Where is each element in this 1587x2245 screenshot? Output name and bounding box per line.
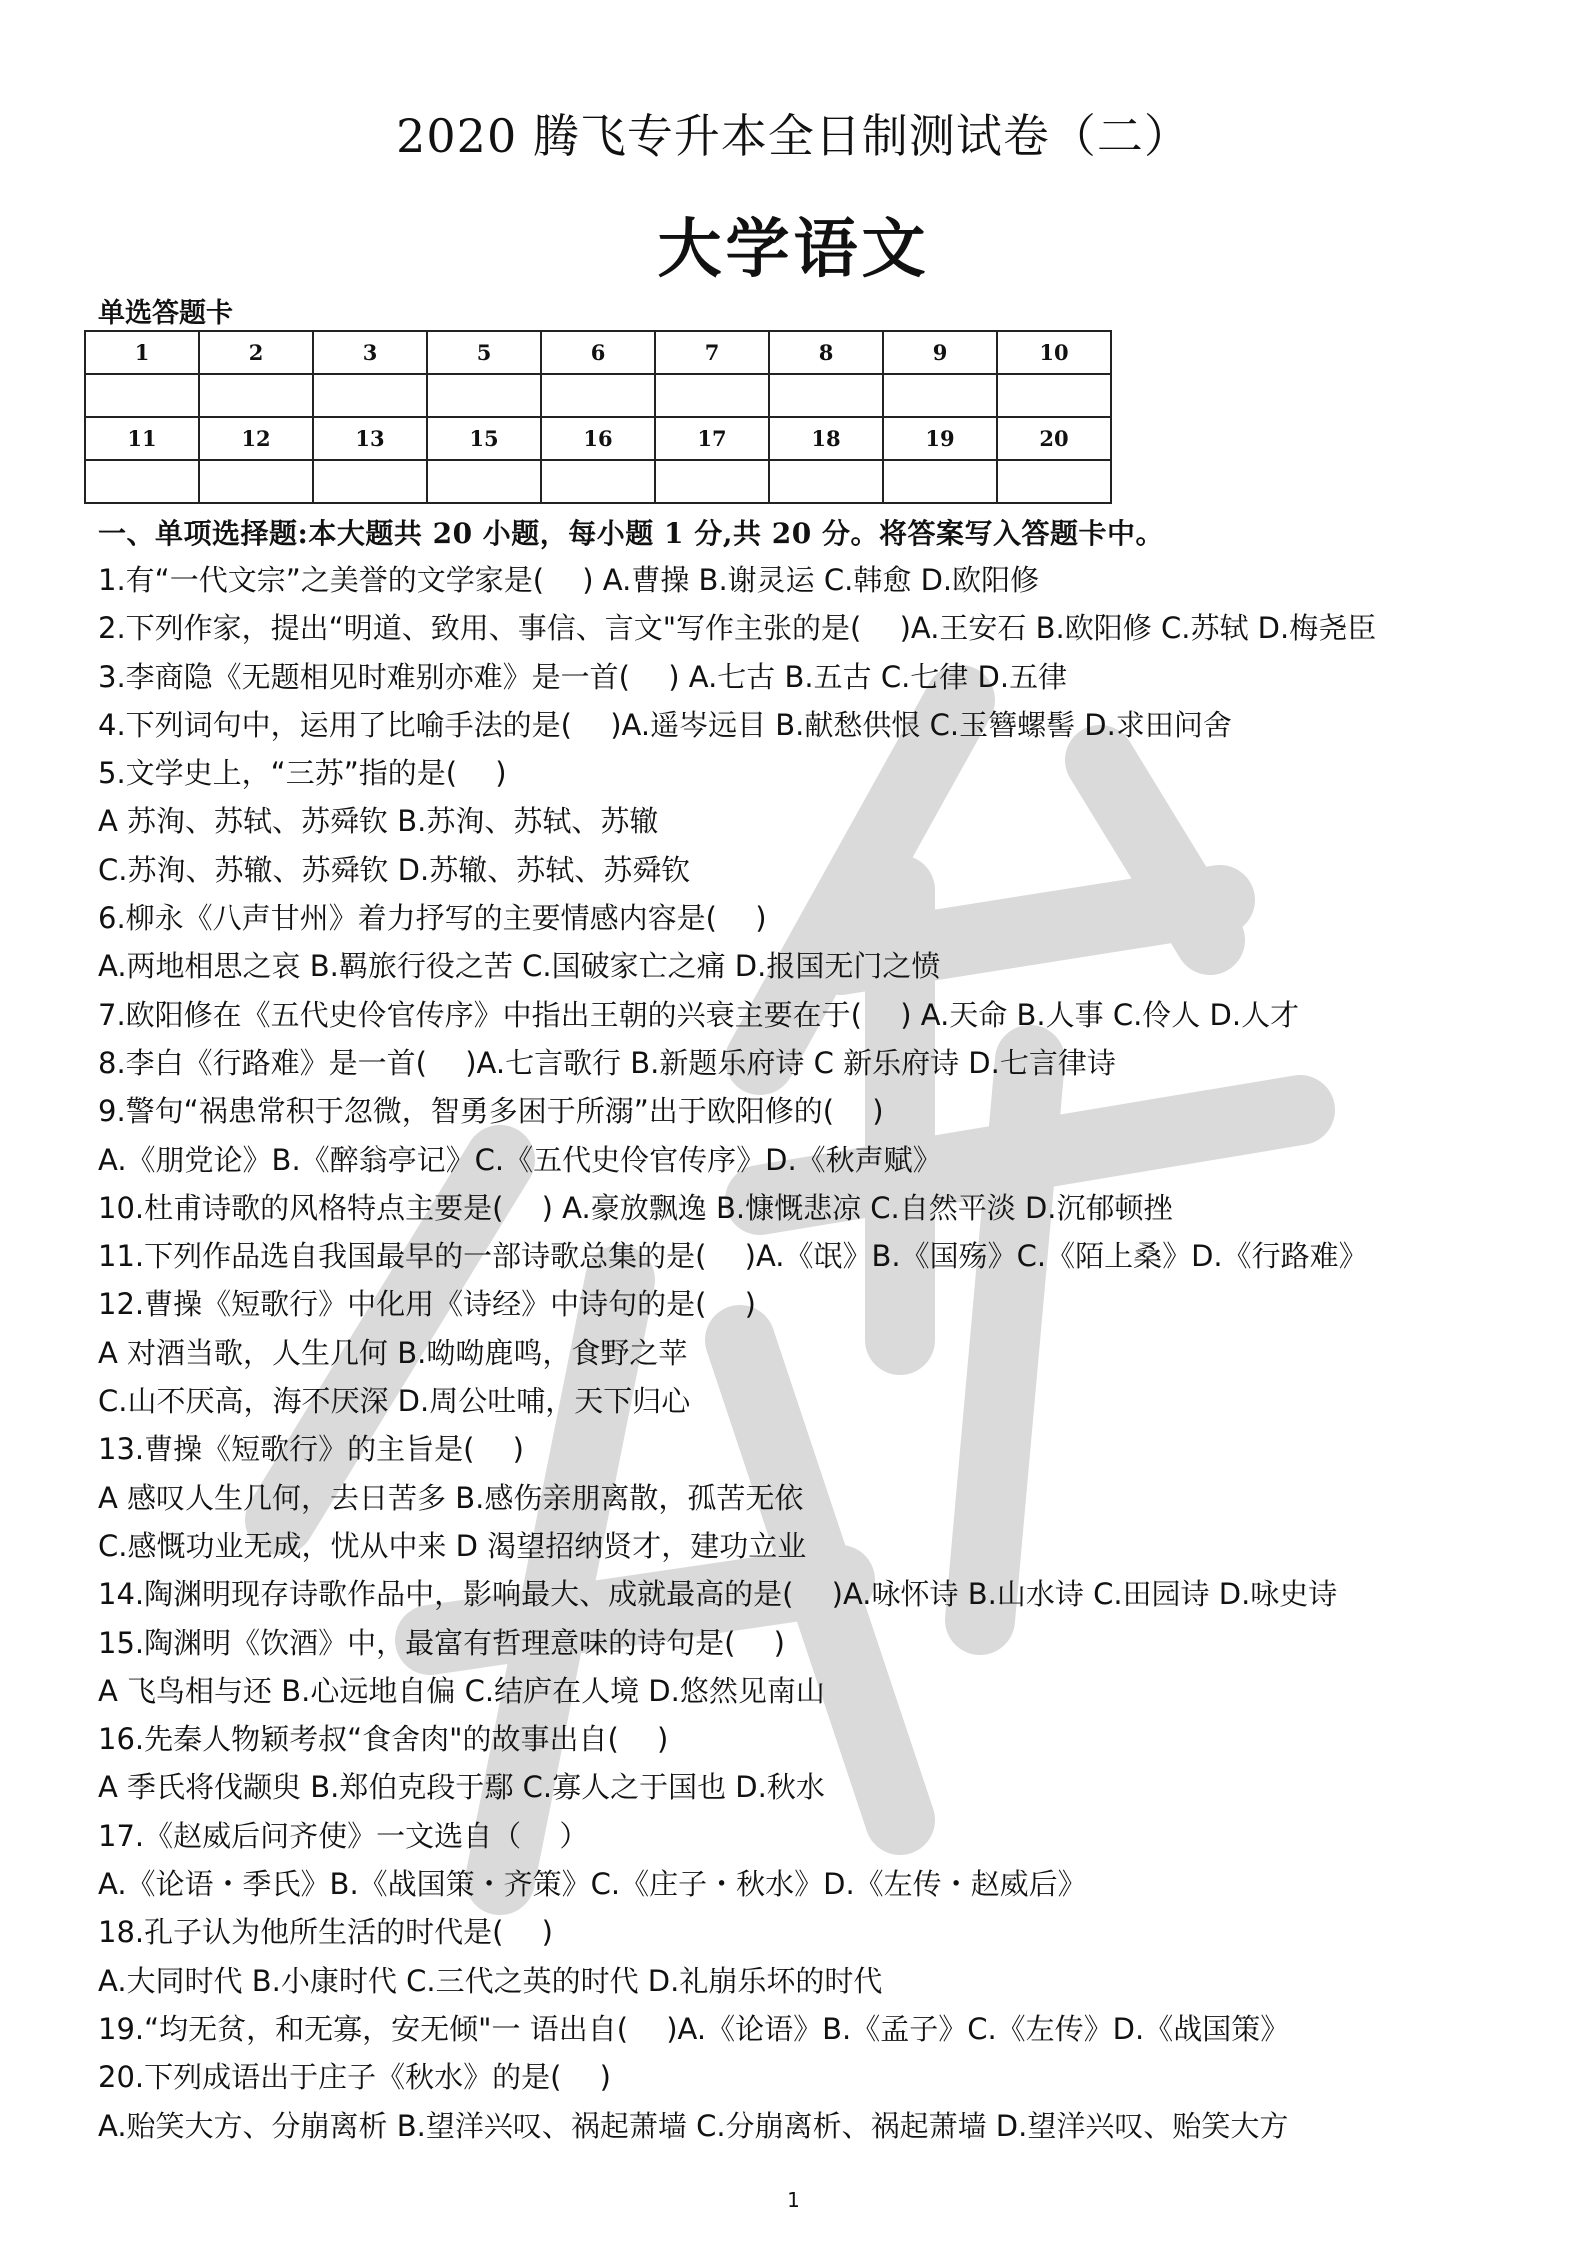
question-number-cell: 7 — [655, 331, 769, 374]
question-line: 16.先秦人物颖考叔“食舍肉"的故事出自( ) — [98, 1722, 669, 1757]
question-line: 7.欧阳修在《五代史伶官传序》中指出王朝的兴衰主要在于( ) A.天命 B.人事 C.伶人 D.人才 — [98, 997, 1300, 1032]
answer-cell[interactable] — [427, 374, 541, 417]
exam-title: 2020 腾飞专升本全日制测试卷（二） — [396, 109, 1191, 163]
question-line: 19.“均无贫，和无寡，安无倾"一 语出自( )A.《论语》B.《孟子》C.《左传》D.《战国策》 — [98, 2011, 1290, 2046]
answer-cell[interactable] — [313, 460, 427, 503]
section-heading: 一、单项选择题:本大题共 20 小题，每小题 1 分,共 20 分。将答案写入答题卡中。 — [98, 517, 1164, 550]
question-line: 15.陶渊明《饮酒》中，最富有哲理意味的诗句是( ) — [98, 1625, 785, 1660]
question-line: 10.杜甫诗歌的风格特点主要是( ) A.豪放飘逸 B.慷慨悲凉 C.自然平淡 D.沉郁顿挫 — [98, 1190, 1173, 1225]
question-number-cell: 13 — [313, 417, 427, 460]
question-number-cell: 5 — [427, 331, 541, 374]
answer-cell[interactable] — [883, 374, 997, 417]
answer-card-label: 单选答题卡 — [98, 298, 233, 329]
question-options-line: A 苏洵、苏轼、苏舜钦 B.苏洵、苏轼、苏辙 — [98, 804, 659, 839]
question-list — [98, 556, 1518, 2150]
question-options-line: A.《论语・季氏》B.《战国策・齐策》C.《庄子・秋水》D.《左传・赵威后》 — [98, 1867, 1087, 1902]
question-options-line: C.山不厌高，海不厌深 D.周公吐哺，天下归心 — [98, 1384, 691, 1419]
subject-title: 大学语文 — [657, 212, 930, 287]
answer-card-blank-row — [85, 374, 1111, 417]
answer-cell[interactable] — [997, 460, 1111, 503]
answer-cell[interactable] — [655, 374, 769, 417]
question-number-cell: 12 — [199, 417, 313, 460]
question-number-cell: 17 — [655, 417, 769, 460]
question-number-cell: 10 — [997, 331, 1111, 374]
question-options-line: A.《朋党论》B.《醉翁亭记》C.《五代史伶官传序》D.《秋声赋》 — [98, 1142, 942, 1177]
question-line: 4.下列词句中，运用了比喻手法的是( )A.遥岑远目 B.献愁供恨 C.玉簪螺髻 D.求田问舍 — [98, 707, 1232, 742]
question-options-line: A 对酒当歌，人生几何 B.呦呦鹿鸣，食野之苹 — [98, 1335, 688, 1370]
question-options-line: A 季氏将伐颛臾 B.郑伯克段于鄢 C.寡人之于国也 D.秋水 — [98, 1770, 825, 1805]
question-line: 5.文学史上，“三苏”指的是( ) — [98, 756, 507, 791]
question-number-cell: 8 — [769, 331, 883, 374]
question-options-line: A.两地相思之哀 B.羁旅行役之苦 C.国破家亡之痛 D.报国无门之愤 — [98, 949, 941, 984]
question-number-cell: 20 — [997, 417, 1111, 460]
question-options-line: A.贻笑大方、分崩离析 B.望洋兴叹、祸起萧墙 C.分崩离析、祸起萧墙 D.望洋兴叹、贻笑大方 — [98, 2108, 1289, 2143]
answer-cell[interactable] — [199, 460, 313, 503]
answer-cell[interactable] — [85, 374, 199, 417]
answer-cell[interactable] — [997, 374, 1111, 417]
question-line: 3.李商隐《无题相见时难别亦难》是一首( ) A.七古 B.五古 C.七律 D.五律 — [98, 659, 1068, 694]
question-number-cell: 11 — [85, 417, 199, 460]
question-line: 6.柳永《八声甘州》着力抒写的主要情感内容是( ) — [98, 901, 767, 936]
question-number-cell: 18 — [769, 417, 883, 460]
question-number-cell: 19 — [883, 417, 997, 460]
question-line: 1.有“一代文宗”之美誉的文学家是( ) A.曹操 B.谢灵运 C.韩愈 D.欧阳修 — [98, 563, 1040, 597]
answer-card-table — [84, 330, 1112, 504]
answer-cell[interactable] — [655, 460, 769, 503]
question-options-line: A.大同时代 B.小康时代 C.三代之英的时代 D.礼崩乐坏的时代 — [98, 1963, 883, 1998]
answer-cell[interactable] — [883, 460, 997, 503]
question-options-line: A 感叹人生几何，去日苦多 B.感伤亲朋离散，孤苦无依 — [98, 1480, 804, 1515]
question-number-cell: 9 — [883, 331, 997, 374]
answer-cell[interactable] — [427, 460, 541, 503]
answer-card-number-row — [85, 331, 1111, 374]
question-line: 8.李白《行路难》是一首( )A.七言歌行 B.新题乐府诗 C 新乐府诗 D.七言律诗 — [98, 1045, 1116, 1080]
question-number-cell: 16 — [541, 417, 655, 460]
answer-cell[interactable] — [769, 374, 883, 417]
question-line: 13.曹操《短歌行》的主旨是( ) — [98, 1432, 524, 1467]
question-number-cell: 3 — [313, 331, 427, 374]
question-line: 9.警句“祸患常积于忽微，智勇多困于所溺”出于欧阳修的( ) — [98, 1094, 884, 1129]
question-line: 17.《赵威后问齐使》一文选自（ ） — [98, 1818, 589, 1853]
question-number-cell: 2 — [199, 331, 313, 374]
question-line: 11.下列作品选自我国最早的一部诗歌总集的是( )A.《氓》B.《国殇》C.《陌上桑》D.《行路难》 — [98, 1239, 1368, 1274]
answer-cell[interactable] — [541, 374, 655, 417]
question-line: 12.曹操《短歌行》中化用《诗经》中诗句的是( ) — [98, 1287, 756, 1322]
page-number: 1 — [787, 2188, 800, 2212]
answer-cell[interactable] — [541, 460, 655, 503]
question-line: 2.下列作家，提出“明道、致用、事信、言文"写作主张的是( )A.王安石 B.欧阳修 C.苏轼 D.梅尧臣 — [98, 611, 1377, 646]
answer-cell[interactable] — [199, 374, 313, 417]
answer-card-blank-row — [85, 460, 1111, 503]
question-options-line: A 飞鸟相与还 B.心远地自偏 C.结庐在人境 D.悠然见南山 — [98, 1673, 825, 1708]
question-number-cell: 1 — [85, 331, 199, 374]
question-number-cell: 15 — [427, 417, 541, 460]
answer-cell[interactable] — [769, 460, 883, 503]
answer-card-number-row — [85, 417, 1111, 460]
answer-cell[interactable] — [313, 374, 427, 417]
question-options-line: C.苏洵、苏辙、苏舜钦 D.苏辙、苏轼、苏舜钦 — [98, 852, 691, 887]
question-options-line: C.感慨功业无成，忧从中来 D 渴望招纳贤才，建功立业 — [98, 1528, 807, 1563]
answer-cell[interactable] — [85, 460, 199, 503]
question-line: 14.陶渊明现存诗歌作品中，影响最大、成就最高的是( )A.咏怀诗 B.山水诗 C.田园诗 D.咏史诗 — [98, 1577, 1338, 1612]
question-line: 18.孔子认为他所生活的时代是( ) — [98, 1915, 553, 1950]
question-line: 20.下列成语出于庄子《秋水》的是( ) — [98, 2060, 611, 2095]
question-number-cell: 6 — [541, 331, 655, 374]
